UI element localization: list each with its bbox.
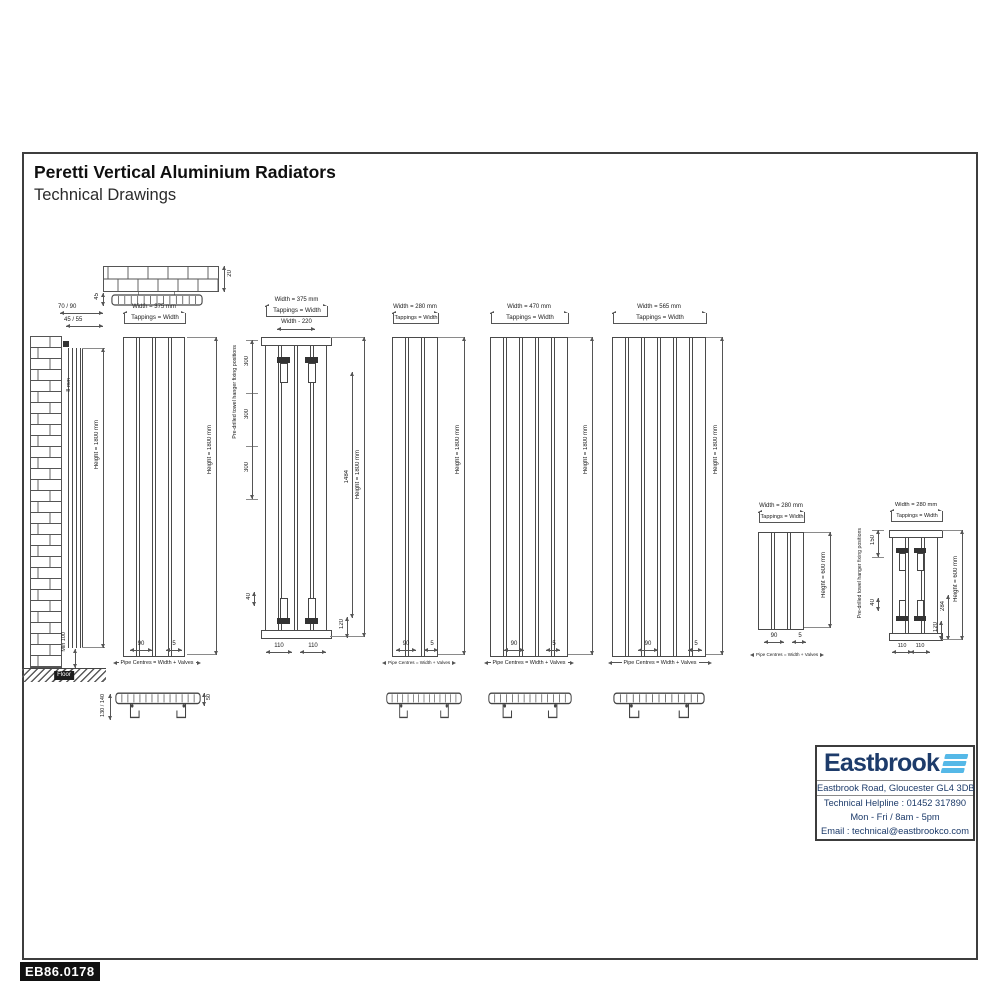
fv280s-dim5-line [792, 642, 806, 643]
fvt375-height-label: Height = 1800 mm [355, 450, 361, 500]
fv565-height-dim [722, 337, 723, 655]
towel-bracket [280, 363, 288, 383]
fv375-dim5-label: 5 [172, 641, 176, 647]
side-view-height-dim-line [103, 348, 104, 648]
fv280s-tappings-label: Tappings = Width [759, 512, 805, 523]
fv565-dim5-line [688, 650, 702, 651]
dim-wall-to-tapping-label: 45 / 55 [64, 317, 83, 323]
profile-bracket-label: 50 [206, 694, 212, 701]
proj-40-label: 40 [870, 599, 876, 606]
fv565-tappings-label: Tappings = Width [613, 313, 707, 324]
fv470-height-dim [592, 337, 593, 655]
extension-line [330, 337, 365, 338]
fv280s-dim90-label: 90 [770, 633, 778, 639]
fv565-plan-profile [613, 692, 705, 722]
fv280-radiator-body [392, 337, 438, 657]
eastbrook-helpline: Technical Helpline : 01452 317890 [823, 798, 967, 808]
fv280-dim5-line [424, 650, 438, 651]
plan-depth-label: 20 [227, 270, 233, 277]
fv280-dim5-label: 5 [430, 641, 434, 647]
towel-bracket [914, 616, 926, 621]
extension-line [942, 639, 962, 640]
fv470-pipe-centres [484, 659, 574, 666]
foot-120-label: 120 [933, 622, 939, 633]
bracket-span-dim [352, 372, 353, 618]
profile-depth-label: 130 / 140 [100, 694, 106, 717]
fv280-tappings-label: Tappings = Width [393, 313, 439, 324]
centres-110-dim [300, 652, 326, 653]
fixing-pitch-label: 300 [244, 409, 250, 420]
fv280-width-label: Width = 280 mm [393, 304, 437, 310]
foot-120-dim [347, 617, 348, 638]
fv280-plan-profile [386, 692, 462, 722]
towel-bracket [308, 598, 316, 620]
centres-110-label: 110 [274, 643, 284, 649]
floor-hatch [22, 668, 106, 682]
fv280s-dim5-label: 5 [798, 633, 802, 639]
fv375-dim90-line [130, 650, 152, 651]
fv565-dim90-line [638, 650, 658, 651]
fv375-dim90-label: 90 [137, 641, 145, 647]
proj-40-dim [878, 598, 879, 611]
fvt375-width-label: Width = 375 mm [274, 297, 319, 303]
extension-line [438, 337, 464, 338]
towel-bracket [280, 598, 288, 620]
centres-110-dim [910, 652, 930, 653]
eastbrook-logo-text: Eastbrook [824, 749, 940, 777]
side-view-wall-bracket [63, 341, 69, 347]
fv280s-radiator-body [758, 532, 804, 630]
top-150-dim [878, 530, 879, 557]
fvt280-width-label: Width = 280 mm [894, 502, 938, 508]
fvt375-inner-width-dim [277, 329, 315, 330]
towel-bracket [896, 616, 908, 621]
pre-drilled-label: Pre-drilled towel hanger fixing positions [232, 345, 238, 439]
fv565-dim5-label: 5 [694, 641, 698, 647]
proj-40-label: 40 [246, 593, 252, 600]
pipe-centres-label: Pipe Centres = Width + Valves [756, 652, 819, 657]
fv280-dim90-label: 90 [402, 641, 410, 647]
eastbrook-wave-icon [941, 754, 969, 773]
pipe-centres-label: Pipe Centres = Width + Valves [120, 659, 194, 666]
fv280s-width-label: Width = 280 mm [759, 503, 803, 509]
pipe-centres-label: Pipe Centres = Width + Valves [492, 659, 566, 666]
dim-line [699, 662, 709, 663]
fv280-pipe-centres [382, 659, 451, 666]
fv280s-dim90-line [764, 642, 784, 643]
centres-110-label: 110 [897, 643, 907, 649]
fvt280-height-label: Height = 600 mm [953, 556, 959, 602]
extension-line [187, 654, 216, 655]
fixing-pitch-label: 300 [244, 462, 250, 473]
fv470-dim5-line [546, 650, 560, 651]
dim-line [568, 662, 571, 663]
fvt280-height-dim [962, 530, 963, 640]
fv565-radiator-body [612, 337, 706, 657]
pre-drilled-label: Pre-drilled towel hanger fixing positions [857, 528, 863, 619]
fv375-tappings-label: Tappings = Width [124, 313, 186, 324]
dim-line [612, 662, 622, 663]
foot-120-dim [941, 621, 942, 640]
fv470-dim90-label: 90 [510, 641, 518, 647]
fv280s-height-dim [830, 532, 831, 628]
fvt280-tappings-label: Tappings = Width [891, 511, 943, 522]
eastbrook-address: Eastbrook Road, Gloucester GL4 3DB [817, 781, 973, 796]
profile-depth-line [110, 694, 111, 720]
fv375-pipe-centres [113, 659, 201, 666]
pipe-centres-label: Pipe Centres = Width + Valves [388, 660, 451, 665]
floor-label: Floor [54, 671, 74, 680]
fvt375-inner-width-label: Width - 220 [281, 319, 312, 325]
towel-bracket [308, 363, 316, 383]
fv280s-height-label: Height = 600 mm [821, 552, 827, 598]
foot-120-label: 120 [339, 619, 345, 630]
extension-line [187, 337, 216, 338]
centres-110-dim [892, 652, 912, 653]
fv375-radiator-body [123, 337, 185, 657]
towel-bracket [305, 618, 318, 624]
fv280-dim90-line [396, 650, 416, 651]
dim-wall-to-face-line [60, 313, 103, 314]
eastbrook-logo-row [817, 747, 973, 781]
fv470-dim5-label: 5 [552, 641, 556, 647]
fixing-pitch-dim [252, 340, 253, 499]
centres-110-dim [266, 652, 292, 653]
tick [872, 557, 884, 558]
eastbrook-info-box [815, 745, 975, 841]
profile-bracket-line [204, 693, 205, 706]
fv375-width-label: Width = 375 mm [132, 304, 176, 310]
fvt375-tappings-label: Tappings = Width [266, 306, 328, 317]
extension-line [804, 627, 830, 628]
fv565-height-label: Height = 1800 mm [713, 425, 719, 475]
dim-line [196, 662, 198, 663]
fv375-height-label: Height = 1800 mm [207, 425, 213, 475]
centres-110-label: 110 [308, 643, 318, 649]
side-view-height-label: Height = 1800 mm [94, 420, 100, 470]
extension-line [804, 532, 830, 533]
page-title: Peretti Vertical Aluminium Radiators [34, 162, 336, 182]
dim-wall-to-tapping-line [66, 326, 103, 327]
extension-line [568, 337, 592, 338]
fv280s-pipe-centres [750, 651, 819, 658]
fv470-dim90-line [504, 650, 524, 651]
fvt375-base-bar [261, 630, 332, 639]
fv565-pipe-centres [608, 659, 712, 666]
extension-line [438, 654, 464, 655]
plan-view-wall-bricks [103, 266, 219, 292]
plan-wall-gap-label: 45 [94, 293, 100, 300]
min-floor-clearance-label: Min 100 [61, 632, 67, 652]
fv470-radiator-body [490, 337, 568, 657]
span-284-label: 284 [940, 601, 946, 612]
tick [246, 499, 258, 500]
fixing-pitch-label: 300 [244, 356, 250, 367]
fvt375-height-dim [364, 337, 365, 637]
side-view-bracket-label: 8 mm [66, 378, 72, 392]
fv280-height-dim [464, 337, 465, 655]
side-view-wall-bricks [30, 336, 62, 668]
proj-40-dim [254, 592, 255, 606]
page-subtitle: Technical Drawings [34, 186, 177, 204]
fv280-height-label: Height = 1800 mm [455, 425, 461, 475]
fvt375-radiator-body [265, 345, 327, 632]
fv565-width-label: Width = 565 mm [637, 304, 681, 310]
span-284-dim [948, 595, 949, 640]
plan-depth-dim-line [224, 266, 225, 292]
top-150-label: 150 [870, 535, 876, 546]
fv565-dim90-label: 90 [644, 641, 652, 647]
extension-line [942, 530, 962, 531]
eastbrook-email: Email : technical@eastbrookco.com [821, 826, 969, 836]
plan-wall-gap-line [103, 293, 104, 306]
towel-bracket [917, 553, 924, 571]
centres-110-label: 110 [915, 643, 925, 649]
min-floor-clearance-line [75, 649, 76, 668]
fv375-height-dim [216, 337, 217, 655]
towel-bracket [277, 618, 290, 624]
fv470-tappings-label: Tappings = Width [491, 313, 569, 324]
bracket-span-label: 1484 [344, 470, 350, 484]
fv375-plan-profile [115, 692, 201, 722]
fv470-plan-profile [488, 692, 572, 722]
side-view-radiator [68, 348, 83, 648]
pipe-centres-label: Pipe Centres = Width + Valves [623, 659, 697, 666]
fv470-width-label: Width = 470 mm [507, 304, 551, 310]
dim-wall-to-face-label: 70 / 90 [58, 304, 77, 310]
drawing-code: EB86.0178 [20, 962, 100, 981]
eastbrook-hours: Mon - Fri / 8am - 5pm [850, 812, 940, 822]
extension-line [568, 654, 592, 655]
fv375-dim5-line [166, 650, 182, 651]
fvt280-base-bar [889, 633, 943, 641]
towel-bracket [899, 553, 906, 571]
fv470-height-label: Height = 1800 mm [583, 425, 589, 475]
title-block [34, 162, 336, 205]
